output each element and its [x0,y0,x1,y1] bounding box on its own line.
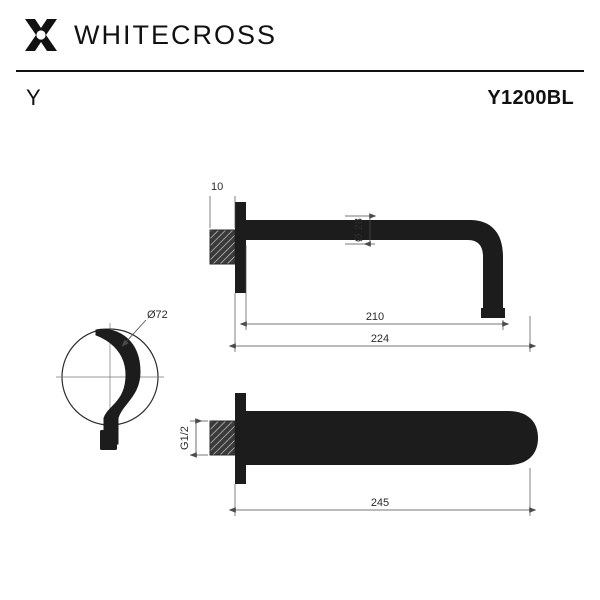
dim-label-245: 245 [370,497,390,509]
brand-header [0,0,600,70]
series-label: Y [26,85,41,110]
dim-label-224: 224 [370,333,390,345]
dim-label-210: 210 [365,311,385,323]
view-front-spout [179,393,538,516]
title-row [0,80,600,116]
view-side-left [56,309,168,450]
dim-label-g12: G1/2 [179,426,191,450]
x-cross-logo-icon [22,16,60,54]
dim-label-10: 10 [211,181,224,193]
drawing-canvas [0,130,600,570]
header-divider [16,70,584,72]
dim-label-diam28: Ø 28 [353,218,365,242]
technical-drawing [0,130,600,570]
brand-name: WHITECROSS [74,19,278,50]
dim-label-diam72: Ø72 [147,309,168,321]
view-top-spout [210,181,530,352]
model-code: Y1200BL [487,86,574,109]
